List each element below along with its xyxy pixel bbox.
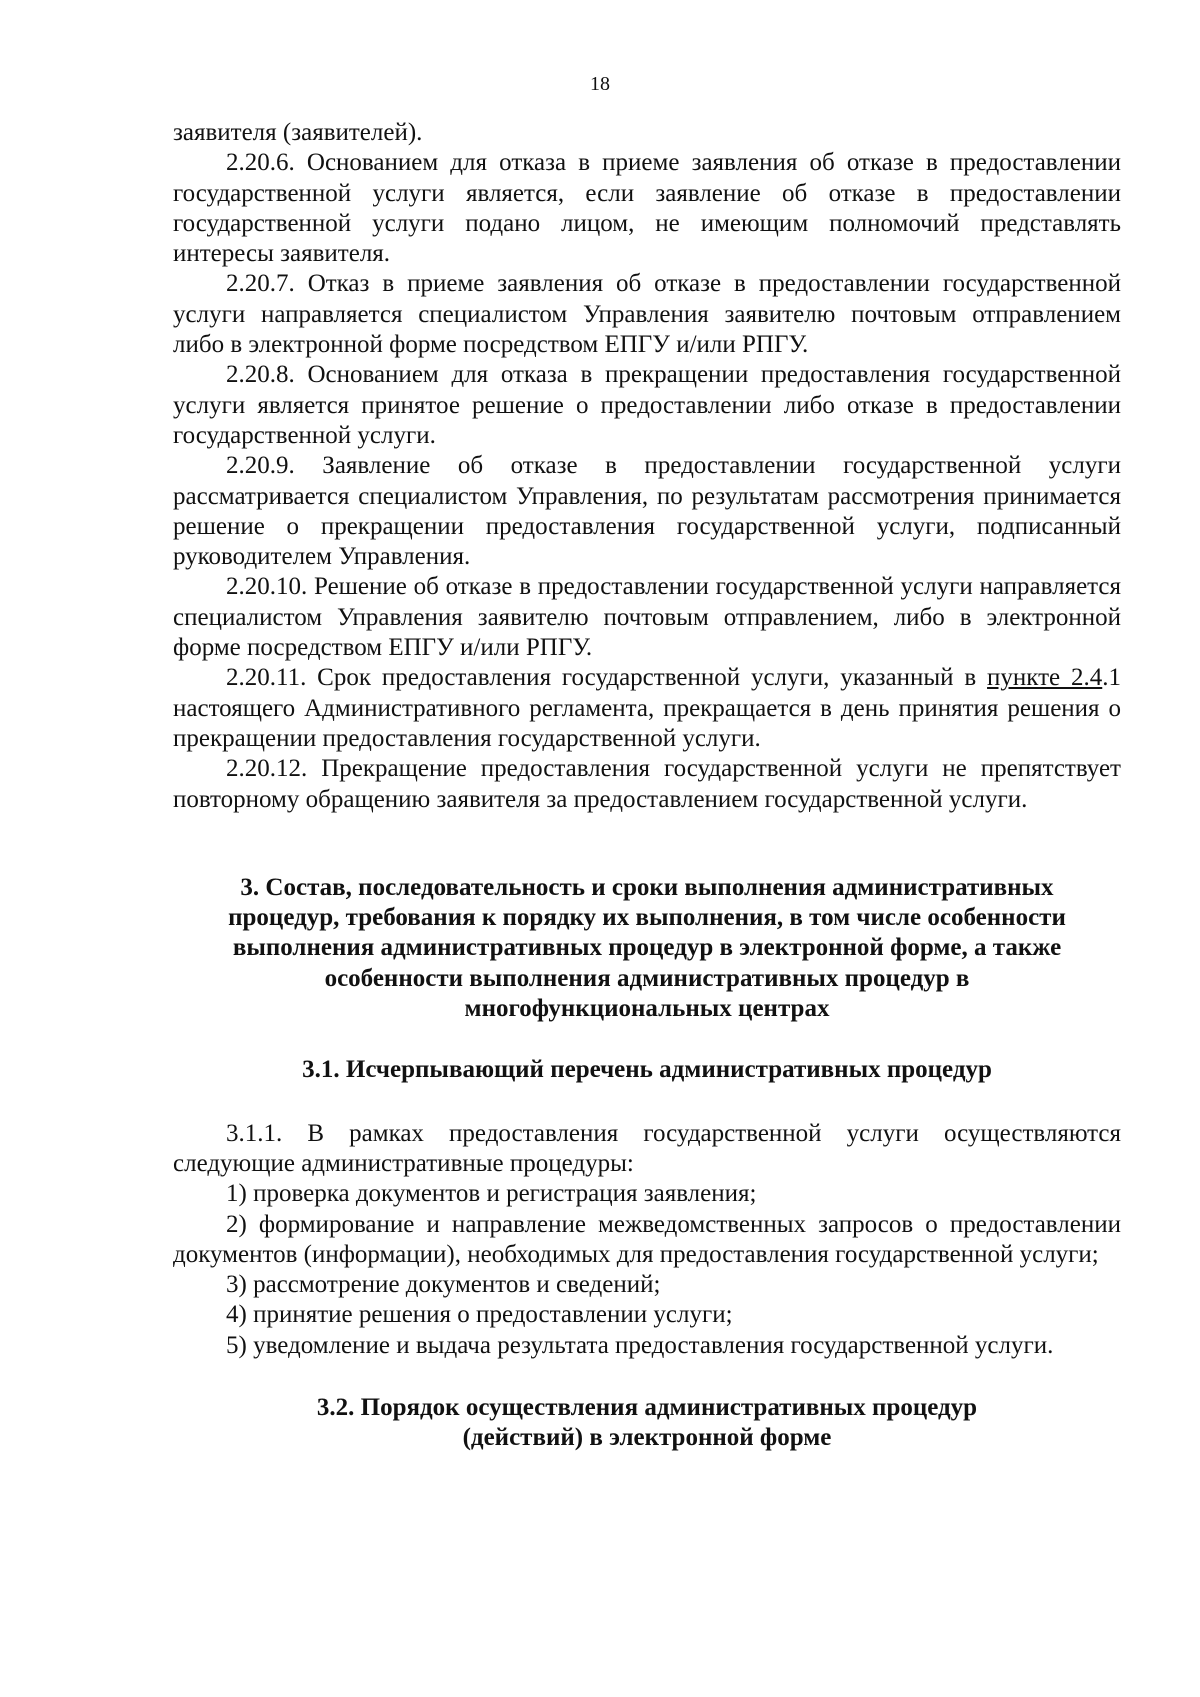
section-3-heading-line: 3. Состав, последовательность и сроки выполнения административных (240, 873, 1054, 901)
section-3-2-heading-line: 3.2. Порядок осуществления административных процедур (316, 1393, 978, 1421)
procedure-list-item: 2) формирование и направление межведомственных запросов о предоставлении документов (информации), необходимых для предоставления государственной услуги; (173, 1210, 1121, 1268)
page-number: 18 (590, 73, 610, 95)
procedure-list-item: 1) проверка документов и регистрация заявления; (226, 1180, 757, 1208)
paragraph-2-20-12: 2.20.12. Прекращение предоставления государственной услуги не препятствует повторному обращению заявителя за предоставлением государственной услуги. (173, 755, 1121, 813)
section-3-heading-line: многофункциональных центрах (464, 995, 830, 1023)
section-3-2-heading (173, 1393, 1121, 1454)
section-3-2-heading-line: (действий) в электронной форме (462, 1424, 832, 1452)
clause-2-4-link[interactable]: пункте 2.4 (987, 664, 1103, 692)
paragraph-2-20-10: 2.20.10. Решение об отказе в предоставлении государственной услуги направляется специалистом Управления заявителю почтовым отправлением, либо в электронной форме посредством ЕПГУ и/или РПГУ. (173, 573, 1121, 662)
paragraph-2-20-9: 2.20.9. Заявление об отказе в предоставлении государственной услуги рассматривается специалистом Управления, по результатам рассмотрения принимается решение о прекращении предоставления государственной услуги, подписанный руководителем Управления. (173, 452, 1121, 571)
section-3-1-heading: 3.1. Исчерпывающий перечень административных процедур (302, 1056, 992, 1084)
section-3-heading-line: особенности выполнения административных процедур в (324, 964, 970, 992)
document-body (173, 118, 1121, 1454)
section-3-heading (173, 873, 1121, 1024)
section-3-heading-line: процедур, требования к порядку их выполнения, в том числе особенности (228, 904, 1066, 932)
paragraph-2-20-11 (173, 663, 1121, 754)
paragraph-3-1-1: 3.1.1. В рамках предоставления государственной услуги осуществляются следующие административные процедуры: (173, 1119, 1121, 1177)
paragraph-2-20-11-text-end: .1 настоящего Административного регламента, прекращается в день принятия решения о прекращении предоставления государственной услуги. (173, 664, 1121, 752)
procedure-list-item: 3) рассмотрение документов и сведений; (226, 1271, 661, 1299)
section-3-heading-line: выполнения административных процедур в электронной форме, а также (232, 934, 1062, 962)
paragraph-2-20-11-text-start: 2.20.11. Срок предоставления государственной услуги, указанный в (226, 664, 988, 692)
paragraph-2-20-7: 2.20.7. Отказ в приеме заявления об отказе в предоставлении государственной услуги направляется специалистом Управления заявителю почтовым отправлением либо в электронной форме посредством ЕПГУ и/или РПГУ. (173, 270, 1121, 359)
paragraph-continuation: заявителя (заявителей). (173, 119, 423, 146)
procedure-list-item: 4) принятие решения о предоставлении услуги; (226, 1301, 733, 1329)
paragraph-2-20-6: 2.20.6. Основанием для отказа в приеме заявления об отказе в предоставлении государственной услуги является, если заявление об отказе в предоставлении государственной услуги подано лицом, не имеющим полномочий представлять интересы заявителя. (173, 149, 1121, 268)
procedure-list-item: 5) уведомление и выдача результата предоставления государственной услуги. (226, 1331, 1054, 1359)
paragraph-2-20-8: 2.20.8. Основанием для отказа в прекращении предоставления государственной услуги является принятое решение о предоставлении либо отказе в предоставлении государственной услуги. (173, 361, 1121, 449)
